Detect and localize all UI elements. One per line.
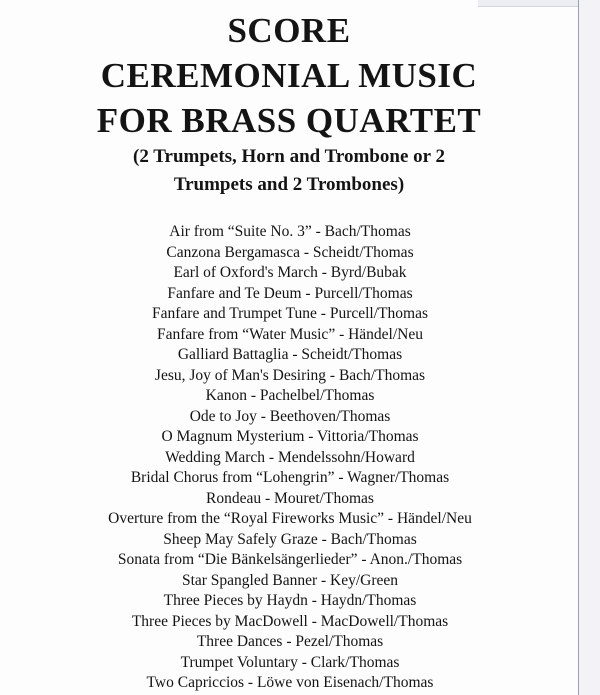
list-item: Galliard Battaglia - Scheidt/Thomas [177, 346, 403, 363]
list-item: Fanfare and Te Deum - Purcell/Thomas [167, 284, 413, 302]
list-item: Trumpet Voluntary - Clark/Thomas [180, 653, 400, 671]
list-item: Ode to Joy - Beethoven/Thomas [189, 407, 391, 425]
list-item: Earl of Oxford's March - Byrd/Bubak [173, 264, 407, 281]
page-edge-margin [579, 0, 600, 695]
list-item: O Magnum Mysterium - Vittoria/Thomas [161, 428, 419, 445]
list-item: Sheep May Safely Graze - Bach/Thomas [163, 530, 417, 548]
title-line-score: SCORE [227, 11, 351, 50]
list-item: Three Pieces by Haydn - Haydn/Thomas [163, 592, 417, 609]
list-item: Jesu, Joy of Man's Desiring - Bach/Thomas [154, 366, 426, 384]
title-block [0, 8, 578, 143]
list-item: Rondeau - Mouret/Thomas [206, 489, 374, 507]
list-item: Fanfare and Trumpet Tune - Purcell/Thomas [152, 305, 428, 322]
title-line-brass-quartet: FOR BRASS QUARTET [96, 101, 482, 140]
contents-list [0, 222, 580, 694]
list-item: Kanon - Pachelbel/Thomas [205, 387, 375, 404]
list-item: Sonata from “Die Bänkelsängerlieder” - Anon./Thomas [117, 551, 463, 568]
subtitle-line: Trumpets and 2 Trombones) [173, 174, 405, 195]
list-item: Three Dances - Pezel/Thomas [196, 633, 384, 650]
list-item: Two Capriccios - Löwe von Eisenach/Thomas [146, 674, 434, 691]
list-item: Overture from the “Royal Fireworks Music” - Händel/Neu [108, 510, 472, 527]
corner-tab [478, 0, 578, 7]
list-item: Wedding March - Mendelssohn/Howard [165, 448, 415, 466]
instrumentation-subtitle [0, 143, 578, 199]
list-item: Fanfare from “Water Music” - Händel/Neu [156, 325, 423, 343]
list-item: Air from “Suite No. 3” - Bach/Thomas [169, 223, 411, 240]
list-item: Star Spangled Banner - Key/Green [181, 571, 399, 589]
list-item: Canzona Bergamasca - Scheidt/Thomas [166, 243, 414, 261]
subtitle-line: (2 Trumpets, Horn and Trombone or 2 [133, 146, 445, 167]
list-item: Bridal Chorus from “Lohengrin” - Wagner/Thomas [130, 469, 450, 486]
title-line-ceremonial-music: CEREMONIAL MUSIC [100, 56, 478, 95]
list-item: Three Pieces by MacDowell - MacDowell/Thomas [131, 612, 449, 630]
